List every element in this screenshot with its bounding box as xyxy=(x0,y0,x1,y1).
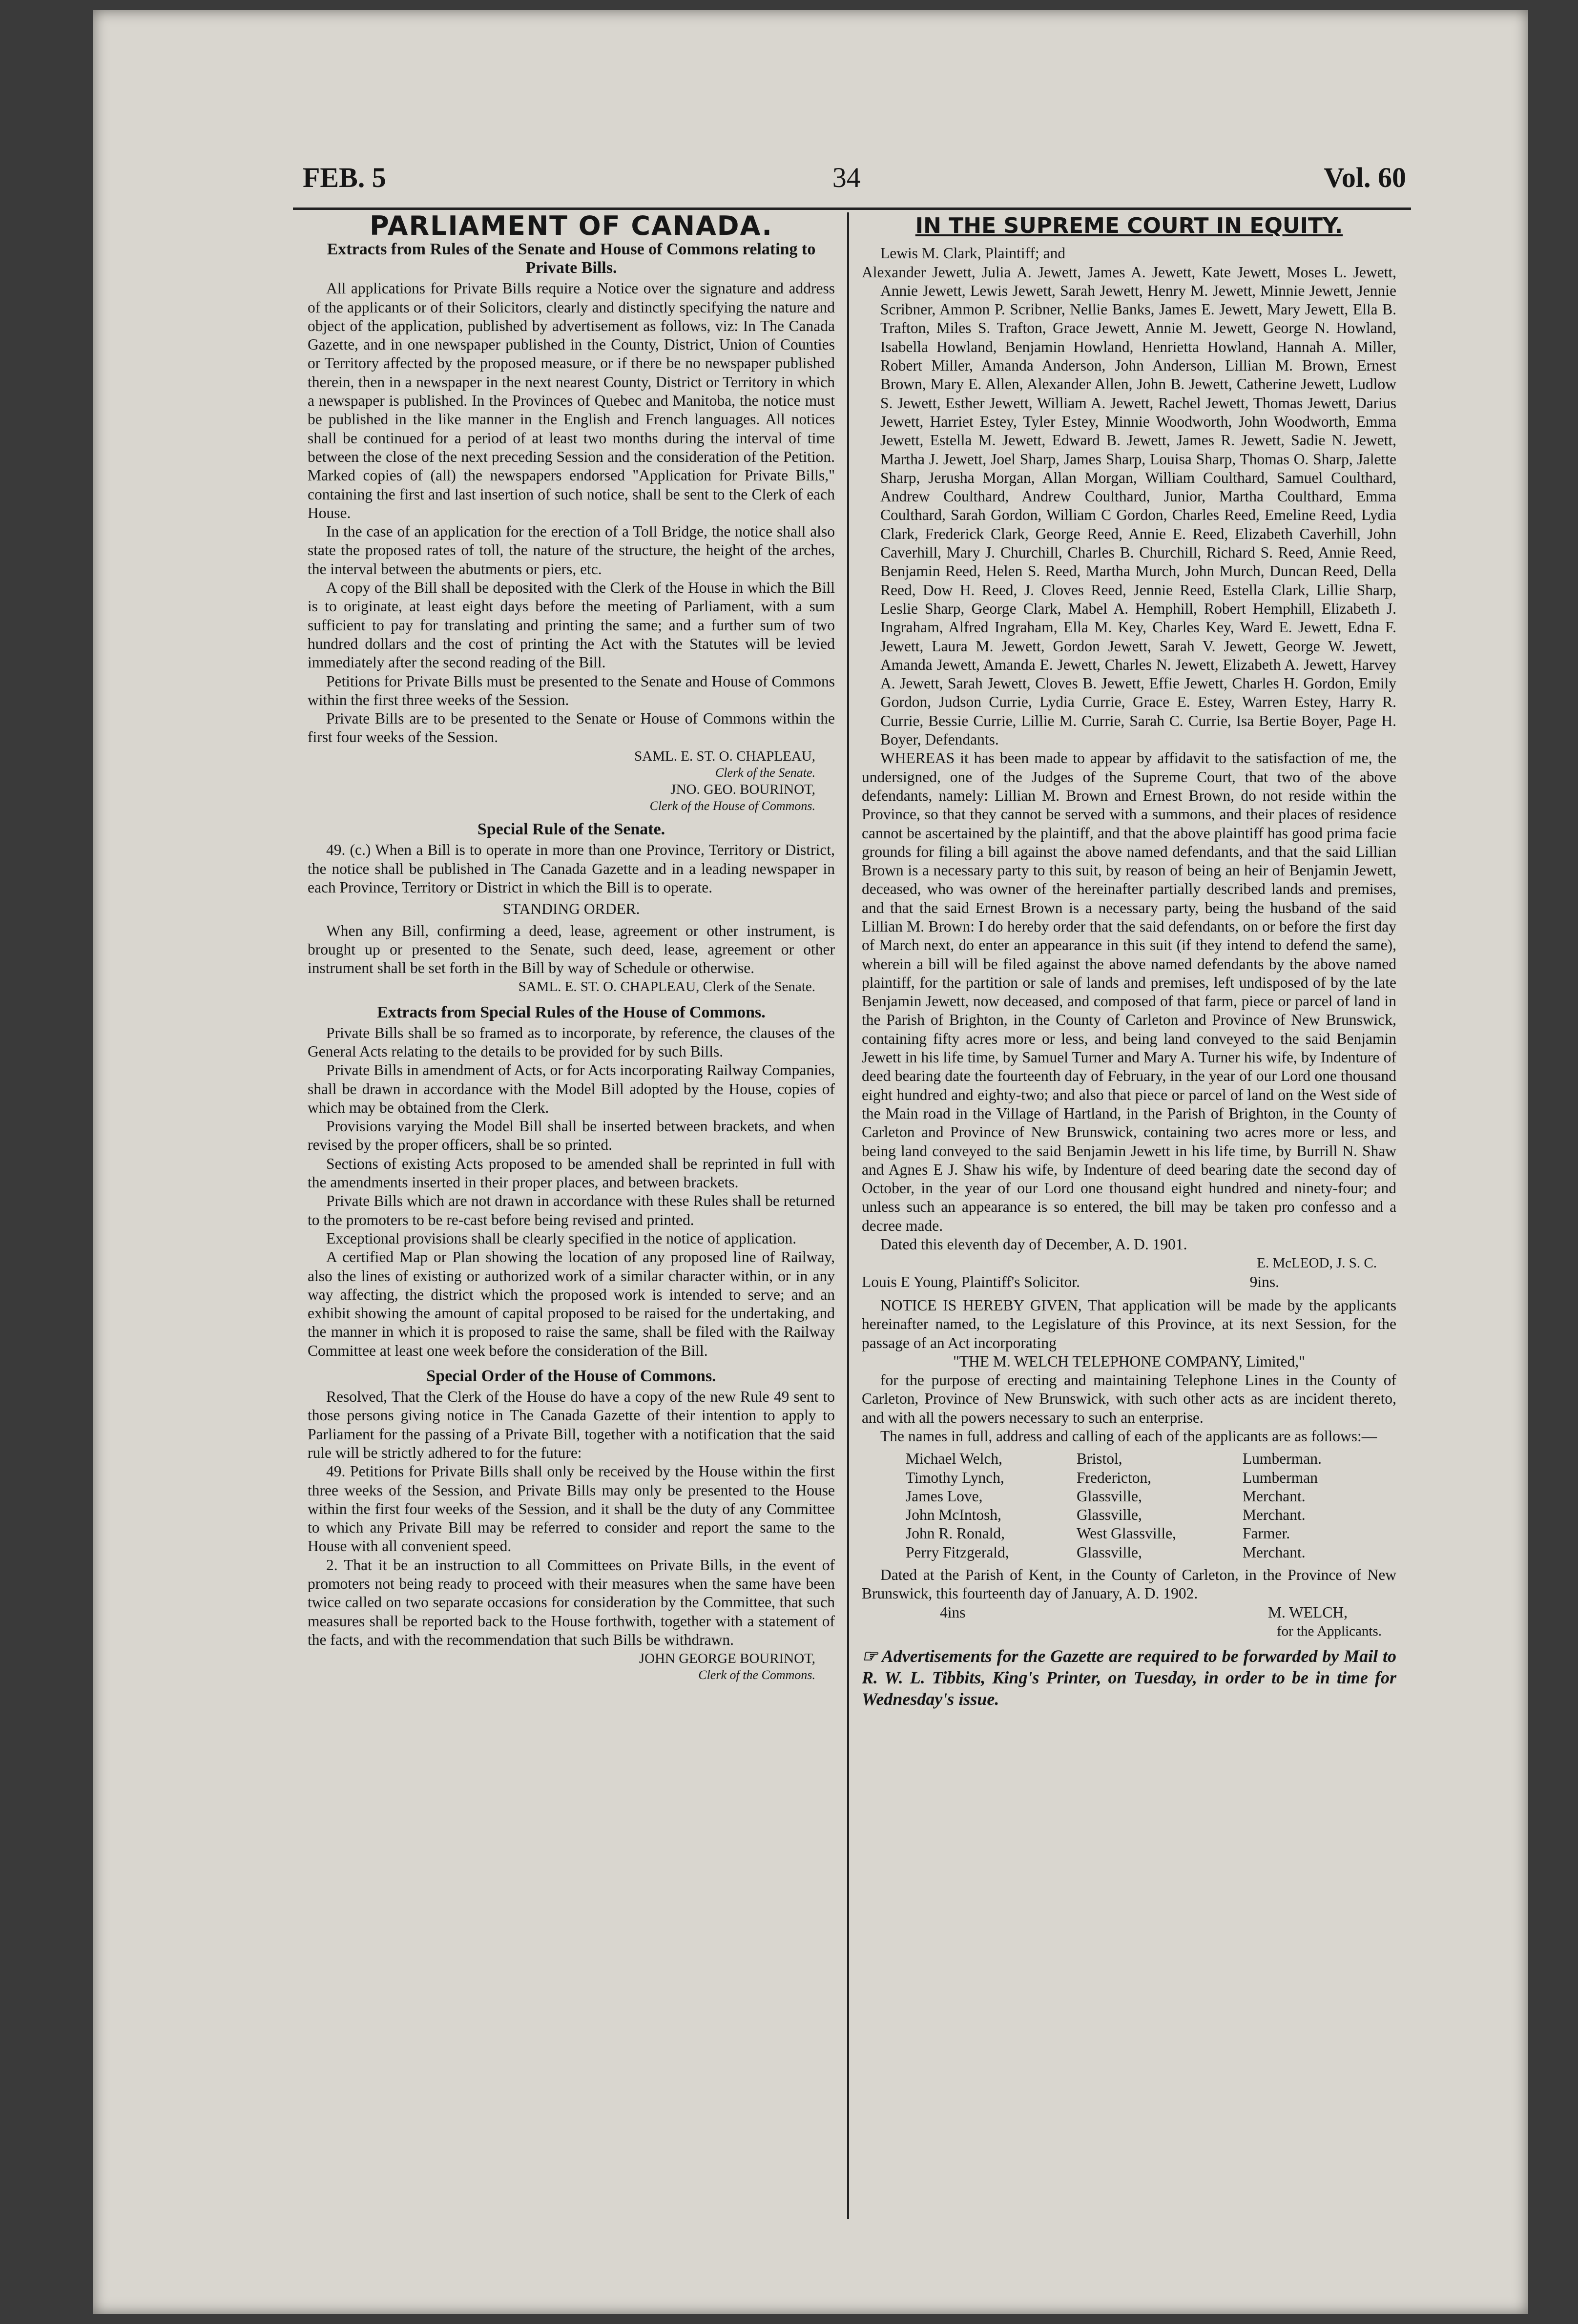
page-header xyxy=(303,156,1406,205)
column-divider xyxy=(847,212,849,2219)
notice-paragraph: NOTICE IS HEREBY GIVEN, That application will be made by the applicants hereinafter named, to the Legislature of this Province, at its next Session, for the passage of an Act incorporating xyxy=(862,1296,1396,1351)
applicant-name: John R. Ronald, xyxy=(906,1525,1005,1542)
senate-rule-heading: Special Rule of the Senate. xyxy=(477,820,665,839)
left-column xyxy=(308,210,835,1682)
signature-title: for the Applicants. xyxy=(1276,1623,1382,1639)
applicants-table xyxy=(906,1450,1396,1562)
applicant-name: Perry Fitzgerald, xyxy=(906,1543,1009,1561)
special-order-heading: Special Order of the House of Commons. xyxy=(426,1367,716,1386)
paragraph: When any Bill, confirming a deed, lease, agreement or other instrument, is brought up or presented to the Senate, such deed, lease, agreement or other instrument shall be set forth in the Bill by way of Schedule or otherwise. xyxy=(308,922,835,977)
insertions-count: 9ins. xyxy=(1249,1273,1279,1290)
paragraph: Private Bills which are not drawn in accordance with these Rules shall be returned to the promoters to be re-cast before being revised and printed. xyxy=(308,1192,835,1228)
court-title: IN THE SUPREME COURT IN EQUITY. xyxy=(915,213,1343,238)
paragraph: Private Bills in amendment of Acts, or for Acts incorporating Railway Companies, shall be drawn in accordance with the Model Bill adopted by the House, copies of which may be obtained from the Clerk. xyxy=(308,1061,835,1116)
order-date: Dated this eleventh day of December, A. D. 1901. xyxy=(880,1236,1187,1253)
rules-subheading: Extracts from Rules of the Senate and House of Commons relating to Private Bills. xyxy=(327,240,816,277)
applicant-place: Glassville, xyxy=(1077,1487,1142,1505)
applicant-place: West Glassville, xyxy=(1077,1525,1176,1542)
paragraph: 2. That it be an instruction to all Committees on Private Bills, in the event of promoters not being ready to proceed with their measures when the same have been twice called on two separate occasions for consideration by the Committee, that such measures shall be reported back to the House forthwith, together with a statement of the facts, and with the recommendation that such Bills be withdrawn. xyxy=(308,1556,835,1648)
applicant-place: Glassville, xyxy=(1077,1543,1142,1561)
applicants-signature xyxy=(862,1603,1396,1622)
applicant-calling: Lumberman. xyxy=(1243,1450,1322,1468)
signature-title: Clerk of the Senate. xyxy=(715,766,815,780)
header-rule xyxy=(293,208,1411,210)
paragraph: All applications for Private Bills require a Notice over the signature and address of the applicants or of their Solicitors, clearly and distinctly specifying the nature and object of the application, published by advertisement as follows, viz: In The Canada Gazette, and in one newspaper published in the County, District, Union of Counties or Territory affected by the proposed measure, or if there be no newspaper published therein, then in a newspaper in the next nearest County, District or Territory in which a newspaper is published. In the Provinces of Quebec and Manitoba, the notice must be published in the like manner in the English and French languages. All notices shall be continued for a period of at least two months during the interval of time between the close of the next preceding Session and the consideration of the Petition. Marked copies of (all) the newspapers endorsed "Application for Private Bills," containing the first and last insertion of such notice, shall be sent to the Clerk of each House. xyxy=(308,280,835,521)
applicant-name: Timothy Lynch, xyxy=(906,1469,1004,1486)
paragraph: In the case of an application for the erection of a Toll Bridge, the notice shall also state the proposed rates of toll, the nature of the structure, the height of the arches, the interval between the abutments or piers, etc. xyxy=(308,523,835,578)
standing-order-heading: STANDING ORDER. xyxy=(502,900,640,918)
insertions-count: 4ins xyxy=(940,1603,966,1621)
applicant-calling: Merchant. xyxy=(1243,1543,1306,1561)
application-date: Dated at the Parish of Kent, in the County of Carleton, in the Province of New Brunswick, this fourteenth day of January, A. D. 1902. xyxy=(862,1566,1396,1602)
right-column xyxy=(862,215,1396,1710)
names-intro: The names in full, address and calling of each of the applicants are as follows:— xyxy=(880,1428,1377,1445)
court-order: WHEREAS it has been made to appear by affidavit to the satisfaction of me, the undersigned, one of the Judges of the Supreme Court, that two of the above defendants, namely: Lillian M. Brown and Ernest Brown, do not reside within the Province, so that they cannot be served with a summons, and their places of residence cannot be ascertained by the plaintiff, and that the above plaintiff has good prima facie grounds for filing a bill against the above named defendants, and that the said Lillian Brown is a necessary party to this suit, by reason of being an heir of Benjamin Jewett, deceased, who was owner of the hereinafter partially described lands and premises, and that the said Ernest Brown is a necessary party, being the husband of the said Lillian M. Brown: I do hereby order that the said defendants, on or before the first day of March next, do enter an appearance in this suit (if they intend to defend the same), wherein a bill will be filed against the above named defendants by the above named plaintiff, for the partition or sale of lands and premises, left undisposed of by the late Benjamin Jewett, now deceased, and composed of that farm, piece or parcel of land in the Parish of Brighton, in the County of Carleton and Province of New Brunswick, containing fifty acres more or less, and being land conveyed to the said Benjamin Jewett in his life time, by Samuel Turner and Mary A. Turner his wife, by Indenture of deed bearing date the fourteenth day of February, in the year of our Lord one thousand eight hundred and eighty-two; and also that piece or parcel of land on the West side of the Main road in the Village of Hartland, in the Parish of Brighton, in the County of Carleton and Province of New Brunswick, containing two acres more or less, and being land conveyed to the said Benjamin Jewett in his life time, by Burrill N. Shaw and Agnes E J. Shaw his wife, by Indenture of deed bearing date the second day of October, in the year of our Lord one thousand eight hundred and ninety-four; and unless such an appearance is so entered, the bill may be taken pro confesso and a decree made. xyxy=(862,749,1396,1234)
issue-date: FEB. 5 xyxy=(303,162,386,193)
paragraph: Exceptional provisions shall be clearly specified in the notice of application. xyxy=(326,1229,797,1247)
signature: M. WELCH, xyxy=(1267,1603,1348,1621)
signature-title: Clerk of the Commons. xyxy=(698,1668,815,1682)
paragraph: Provisions varying the Model Bill shall be inserted between brackets, and when revised by the proper officers, shall be so printed. xyxy=(308,1118,835,1154)
applicant-name: Michael Welch, xyxy=(906,1450,1003,1468)
applicant-place: Bristol, xyxy=(1077,1450,1122,1468)
signature: SAML. E. ST. O. CHAPLEAU, xyxy=(634,748,815,764)
applicant-calling: Merchant. xyxy=(1243,1487,1306,1505)
applicant-calling: Farmer. xyxy=(1243,1525,1290,1542)
judge-signature: E. McLEOD, J. S. C. xyxy=(1257,1255,1377,1271)
page-number: 34 xyxy=(832,162,861,193)
newspaper-page xyxy=(93,10,1528,2314)
applicant-place: Glassville, xyxy=(1077,1506,1142,1524)
signature: JNO. GEO. BOURINOT, xyxy=(670,782,815,798)
applicant-calling: Merchant. xyxy=(1243,1506,1306,1524)
signature: SAML. E. ST. O. CHAPLEAU, Clerk of the Senate. xyxy=(518,979,815,995)
defendants-list: Alexander Jewett, Julia A. Jewett, James A. Jewett, Kate Jewett, Moses L. Jewett, Annie Jewett, Lewis Jewett, Sarah Jewett, Henry M. Jewett, Minnie Jewett, Jennie Scribner, Ammon P. Scribner, Nellie Banks, James E. Jewett, Mary Jewett, Ella B. Trafton, Miles S. Trafton, Grace Jewett, Annie M. Jewett, George N. Howland, Isabella Howland, Benjamin Howland, Henrietta Howland, Hannah A. Miller, Robert Miller, Amanda Anderson, John Anderson, Lillian M. Brown, Ernest Brown, Mary E. Allen, Alexander Allen, John B. Jewett, Catherine Jewett, Ludlow S. Jewett, Esther Jewett, William A. Jewett, Rachel Jewett, Thomas Jewett, Darius Jewett, Harriet Estey, Tyler Estey, Minnie Woodworth, John Woodworth, Emma Jewett, Estella M. Jewett, Edward B. Jewett, James R. Jewett, Sadie N. Jewett, Martha J. Jewett, Joel Sharp, James Sharp, Louisa Sharp, Thomas O. Sharp, Jalette Sharp, Jerusha Morgan, Allan Morgan, William Coulthard, Samuel Coulthard, Andrew Coulthard, Andrew Coulthard, Junior, Martha Coulthard, Emma Coulthard, Sarah Gordon, William C Gordon, Charles Reed, Emeline Reed, Lydia Clark, Frederick Clark, George Reed, Annie E. Reed, Elizabeth Caverhill, John Caverhill, Mary J. Churchill, Charles B. Churchill, Richard S. Reed, Annie Reed, Benjamin Reed, Helen S. Reed, Martha Murch, John Murch, Duncan Reed, Della Reed, Dow H. Reed, J. Cloves Reed, Jennie Reed, Estella Clark, Lillie Sharp, Leslie Sharp, George Clark, Mabel A. Hemphill, Robert Hemphill, Elizabeth J. Ingraham, Alfred Ingraham, Ella M. Key, Charles Key, Ward E. Jewett, Edna F. Jewett, Laura M. Jewett, Gordon Jewett, Sarah V. Jewett, George W. Jewett, Amanda Jewett, Amanda E. Jewett, Charles N. Jewett, Elizabeth A. Jewett, Harvey A. Jewett, Sarah Jewett, Cloves B. Jewett, Effie Jewett, Charles H. Gordon, Emily Gordon, Judson Currie, Lydia Currie, Grace E. Estey, Warren Estey, Harry R. Currie, Bessie Currie, Lillie M. Currie, Sarah C. Currie, Isa Bertie Boyer, Page H. Boyer, Defendants. xyxy=(862,263,1396,748)
paragraph: Petitions for Private Bills must be presented to the Senate and House of Commons within the first three weeks of the Session. xyxy=(308,672,835,708)
solicitor-line xyxy=(862,1273,1396,1291)
parliament-title: PARLIAMENT OF CANADA. xyxy=(370,210,773,241)
paragraph: 49. Petitions for Private Bills shall only be received by the House within the first three weeks of the Session, and Private Bills may only be presented to the House within the first four weeks of the Session, and it shall be the duty of any Committee to which any Private Bill may be referred to consider and report the same to the House with all convenient speed. xyxy=(308,1463,835,1555)
commons-rules-heading: Extracts from Special Rules of the House of Commons. xyxy=(377,1003,766,1021)
company-name: "THE M. WELCH TELEPHONE COMPANY, Limited," xyxy=(953,1352,1306,1370)
advertisement-notice: ☞ Advertisements for the Gazette are required to be forwarded by Mail to R. W. L. Tibbits, King's Printer, on Tuesday, in order to be in time for Wednesday's issue. xyxy=(862,1646,1396,1709)
solicitor-name: Louis E Young, Plaintiff's Solicitor. xyxy=(862,1273,1080,1290)
paragraph: A copy of the Bill shall be deposited with the Clerk of the House in which the Bill is to originate, at least eight days before the meeting of Parliament, with a sum sufficient to pay for translating and printing the same; and a further sum of two hundred dollars and the cost of printing the Act with the Statutes will be levied immediately after the second reading of the Bill. xyxy=(308,579,835,671)
applicant-calling: Lumberman xyxy=(1243,1469,1318,1486)
paragraph: 49. (c.) When a Bill is to operate in more than one Province, Territory or District, the notice shall be published in The Canada Gazette and in a leading newspaper in each Province, Territory or District in which the Bill is to operate. xyxy=(308,841,835,896)
paragraph: Private Bills are to be presented to the Senate or House of Commons within the first four weeks of the Session. xyxy=(308,710,835,746)
purpose-paragraph: for the purpose of erecting and maintaining Telephone Lines in the County of Carleton, Province of New Brunswick, with such other acts as are incident thereto, and with all the powers necessary to such an enterprise. xyxy=(862,1371,1396,1426)
applicant-name: John McIntosh, xyxy=(906,1506,1001,1524)
paragraph: Private Bills shall be so framed as to incorporate, by reference, the clauses of the General Acts relating to the details to be provided for by such Bills. xyxy=(308,1024,835,1060)
paragraph: A certified Map or Plan showing the location of any proposed line of Railway, also the lines of existing or authorized work of a similar character within, or in any way affecting, the district which the proposed work is intended to serve; and an exhibit showing the amount of capital proposed to be raised for the undertaking, and the manner in which it is proposed to raise the same, shall be filed with the Railway Committee at least one week before the consideration of the Bill. xyxy=(308,1248,835,1359)
volume-number: Vol. 60 xyxy=(1324,162,1406,193)
signature: JOHN GEORGE BOURINOT, xyxy=(639,1651,815,1667)
paragraph: Sections of existing Acts proposed to be amended shall be reprinted in full with the amendments inserted in their proper places, and between brackets. xyxy=(308,1155,835,1191)
applicant-name: James Love, xyxy=(906,1487,983,1505)
signature-title: Clerk of the House of Commons. xyxy=(649,799,815,813)
paragraph: Resolved, That the Clerk of the House do have a copy of the new Rule 49 sent to those persons giving notice in The Canada Gazette of their intention to apply to Parliament for the passing of a Private Bill, together with a notification that the said rule will be strictly adhered to for the future: xyxy=(308,1388,835,1461)
applicant-place: Fredericton, xyxy=(1077,1469,1152,1486)
plaintiff-line: Lewis M. Clark, Plaintiff; and xyxy=(880,245,1066,262)
